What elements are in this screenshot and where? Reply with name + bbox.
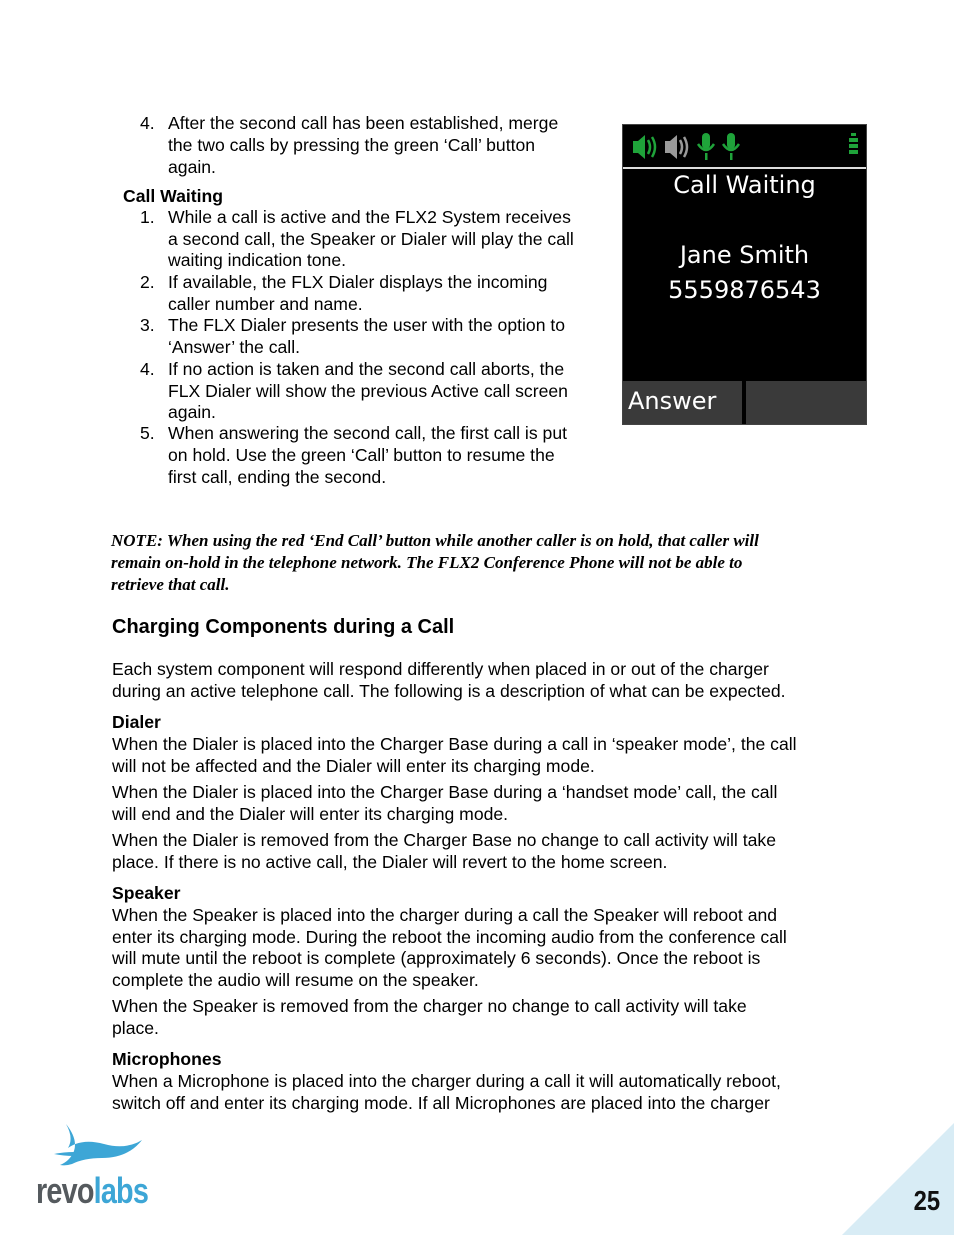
note-line: NOTE: When using the red ‘End Call’ button while another caller is on hold, that caller will	[111, 531, 759, 550]
answer-softkey[interactable]	[623, 381, 742, 424]
wave-icon	[36, 1122, 156, 1166]
microphone-icon	[723, 133, 739, 160]
list-item-line: When answering the second call, the first call is put	[168, 423, 567, 443]
list-item-line: The FLX Dialer presents the user with the option to	[168, 315, 566, 335]
dialer-heading: Dialer	[112, 712, 161, 732]
logo-text-light: labs	[93, 1170, 149, 1211]
dialer-paragraph-line: will not be affected and the Dialer will enter its charging mode.	[112, 756, 595, 776]
list-number: 5.	[140, 423, 155, 443]
call-waiting-heading: Call Waiting	[123, 186, 224, 206]
dialer-paragraph-line: When the Dialer is removed from the Charger Base no change to call activity will take	[112, 830, 776, 850]
page-number: 25	[913, 1185, 940, 1216]
speaker-heading: Speaker	[112, 883, 181, 903]
speaker-icon	[633, 135, 655, 159]
list-item-line: ‘Answer’ the call.	[168, 337, 301, 357]
caller-number: 5559876543	[668, 276, 821, 304]
list-item-line: caller number and name.	[168, 294, 363, 314]
answer-label: Answer	[628, 387, 717, 415]
section-title: Charging Components during a Call	[112, 616, 455, 638]
list-item-line: again.	[168, 157, 216, 177]
status-icons	[623, 125, 866, 167]
speaker-paragraph-line: enter its charging mode. During the reboot the incoming audio from the conference call	[112, 927, 787, 947]
microphones-heading: Microphones	[112, 1049, 222, 1069]
microphones-paragraph-line: When a Microphone is placed into the charger during a call it will automatically reboot,	[112, 1071, 781, 1091]
list-item-line: a second call, the Speaker or Dialer will play the call	[168, 229, 574, 249]
speaker-muted-icon	[665, 135, 687, 159]
list-item-line: on hold. Use the green ‘Call’ button to resume the	[168, 445, 555, 465]
list-item-line: first call, ending the second.	[168, 467, 387, 487]
list-number: 4.	[140, 359, 155, 379]
logo-text-dark: revo	[36, 1170, 94, 1211]
speaker-paragraph-line: complete the audio will resume on the speaker.	[112, 970, 479, 990]
list-item-line: waiting indication tone.	[168, 250, 347, 270]
microphone-icon	[698, 133, 714, 160]
speaker-paragraph-line: place.	[112, 1018, 159, 1038]
screen-title: Call Waiting	[673, 171, 816, 199]
speaker-paragraph-line: When the Speaker is placed into the charger during a call the Speaker will reboot and	[112, 905, 778, 925]
speaker-paragraph-line: will mute until the reboot is complete (approximately 6 seconds). Once the reboot is	[112, 948, 761, 968]
list-number: 1.	[140, 207, 155, 227]
note-line: remain on-hold in the telephone network. The FLX2 Conference Phone will not be able to	[111, 553, 743, 572]
microphones-paragraph-line: switch off and enter its charging mode. If all Microphones are placed into the charger	[112, 1093, 770, 1113]
list-item-line: again.	[168, 402, 216, 422]
list-number: 4.	[140, 113, 155, 133]
page-corner	[842, 1123, 954, 1235]
dialer-screen	[622, 124, 867, 425]
list-number: 3.	[140, 315, 155, 335]
dialer-paragraph-line: place. If there is no active call, the Dialer will revert to the home screen.	[112, 852, 668, 872]
dialer-paragraph-line: will end and the Dialer will enter its charging mode.	[112, 804, 509, 824]
caller-name: Jane Smith	[679, 241, 810, 269]
list-item-line: FLX Dialer will show the previous Active call screen	[168, 381, 568, 401]
intro-line: Each system component will respond differently when placed in or out of the charger	[112, 659, 769, 679]
intro-line: during an active telephone call. The following is a description of what can be expected.	[112, 681, 786, 701]
list-item-line: If available, the FLX Dialer displays the incoming	[168, 272, 548, 292]
battery-icon	[849, 133, 858, 154]
speaker-paragraph-line: When the Speaker is removed from the charger no change to call activity will take	[112, 996, 747, 1016]
list-item-line: After the second call has been established, merge	[168, 113, 559, 133]
revolabs-logo	[36, 1122, 156, 1212]
softkey-bar	[623, 381, 866, 424]
list-item-line: If no action is taken and the second call aborts, the	[168, 359, 565, 379]
logo-wordmark	[36, 1170, 148, 1212]
status-bar	[623, 125, 866, 169]
list-item-line: the two calls by pressing the green ‘Call’ button	[168, 135, 536, 155]
dialer-paragraph-line: When the Dialer is placed into the Charger Base during a call in ‘speaker mode’, the call	[112, 734, 797, 754]
dialer-paragraph-line: When the Dialer is placed into the Charger Base during a ‘handset mode’ call, the call	[112, 782, 778, 802]
note-line: retrieve that call.	[111, 575, 230, 594]
list-item-line: While a call is active and the FLX2 System receives	[168, 207, 571, 227]
right-softkey[interactable]	[746, 381, 866, 424]
list-number: 2.	[140, 272, 155, 292]
